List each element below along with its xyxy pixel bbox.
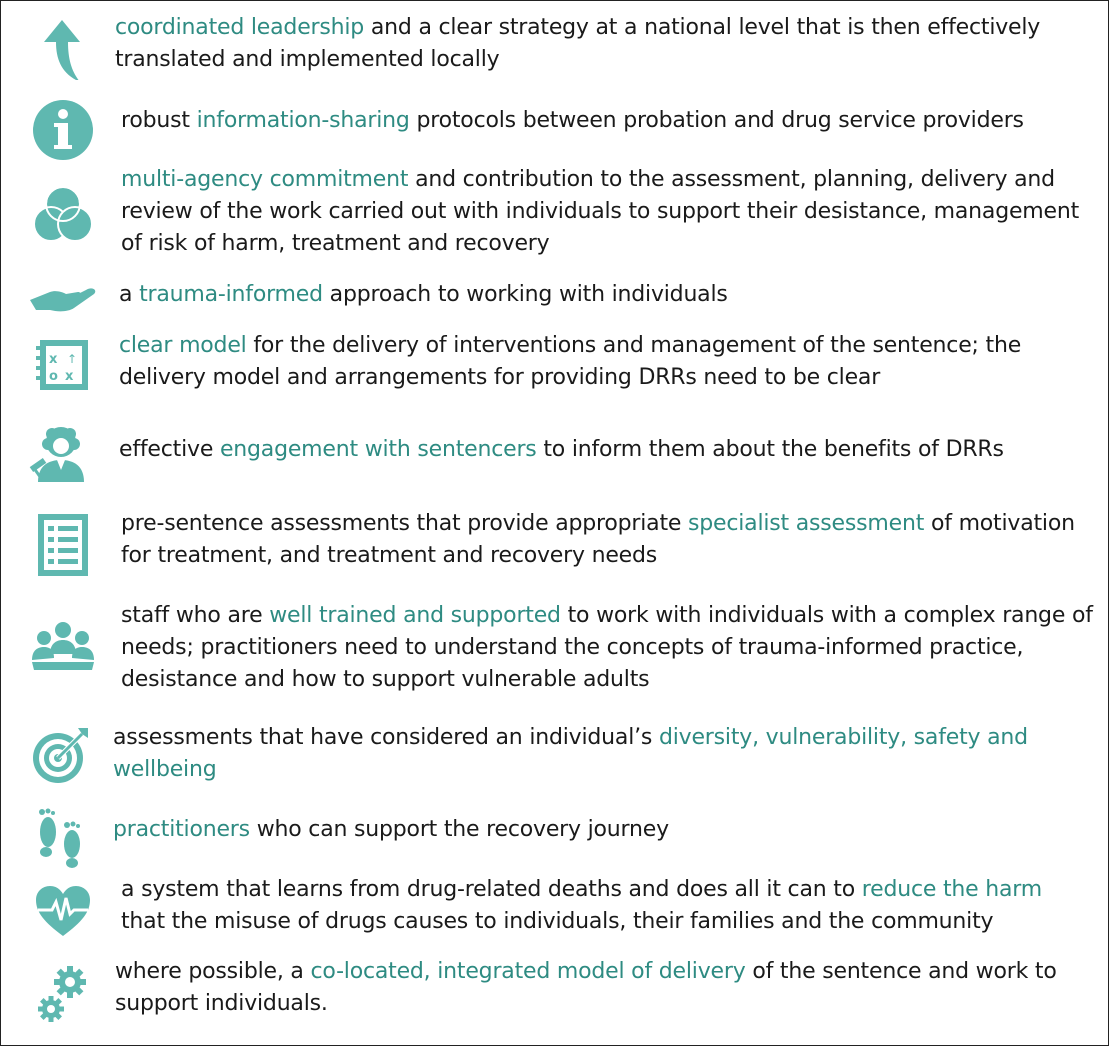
information-icon (28, 98, 98, 162)
item-text: robust information-sharing protocols between probation and drug service providers (121, 108, 1024, 133)
strategy-plan-icon (34, 336, 92, 394)
item-text: pre-sentence assessments that provide appropriate specialist assessment of motivation for treatment, and treatment and recovery needs (121, 511, 1075, 568)
svg-text:↑: ↑ (67, 352, 78, 366)
item-text: effective engagement with sentencers to inform them about the benefits of DRRs (119, 437, 1004, 462)
upward-arrow-icon (28, 16, 98, 80)
item-text: clear model for the delivery of interventions and management of the sentence; the delivery model and arrangements for providing DRRs need to be clear (119, 333, 1022, 390)
heart-pulse-icon (34, 884, 92, 938)
svg-text:x: x (49, 352, 58, 367)
judge-icon (28, 424, 92, 484)
item-text: coordinated leadership and a clear strategy at a national level that is then effectively translated and implemented locally (115, 15, 1041, 72)
footprints-icon (34, 808, 86, 870)
item-text: where possible, a co-located, integrated model of delivery of the sentence and work to support individuals. (115, 959, 1057, 1016)
venn-circles-icon (28, 184, 98, 248)
item-text: practitioners who can support the recovery journey (113, 817, 669, 842)
item-text: a trauma-informed approach to working with individuals (119, 282, 728, 307)
item-text: assessments that have considered an individual’s diversity, vulnerability, safety and wellbeing (113, 725, 1028, 782)
group-people-icon (30, 618, 96, 674)
svg-text:o: o (49, 369, 58, 384)
open-hand-icon (28, 270, 98, 318)
target-icon (30, 726, 90, 786)
svg-text:x: x (65, 369, 74, 384)
item-text: staff who are well trained and supported to work with individuals with a complex range of needs; practitioners need to understand the concepts of trauma-informed practice, desistance and how to support vulnerable adults (121, 603, 1093, 692)
item-text: a system that learns from drug-related deaths and does all it can to reduce the harm that the misuse of drugs causes to individuals, their families and the community (121, 877, 1042, 934)
item-text: multi-agency commitment and contribution to the assessment, planning, delivery and review of the work carried out with individuals to support their desistance, management of risk of harm, treatment and recovery (121, 167, 1080, 256)
gears-icon (36, 964, 88, 1024)
checklist-icon (36, 512, 90, 578)
